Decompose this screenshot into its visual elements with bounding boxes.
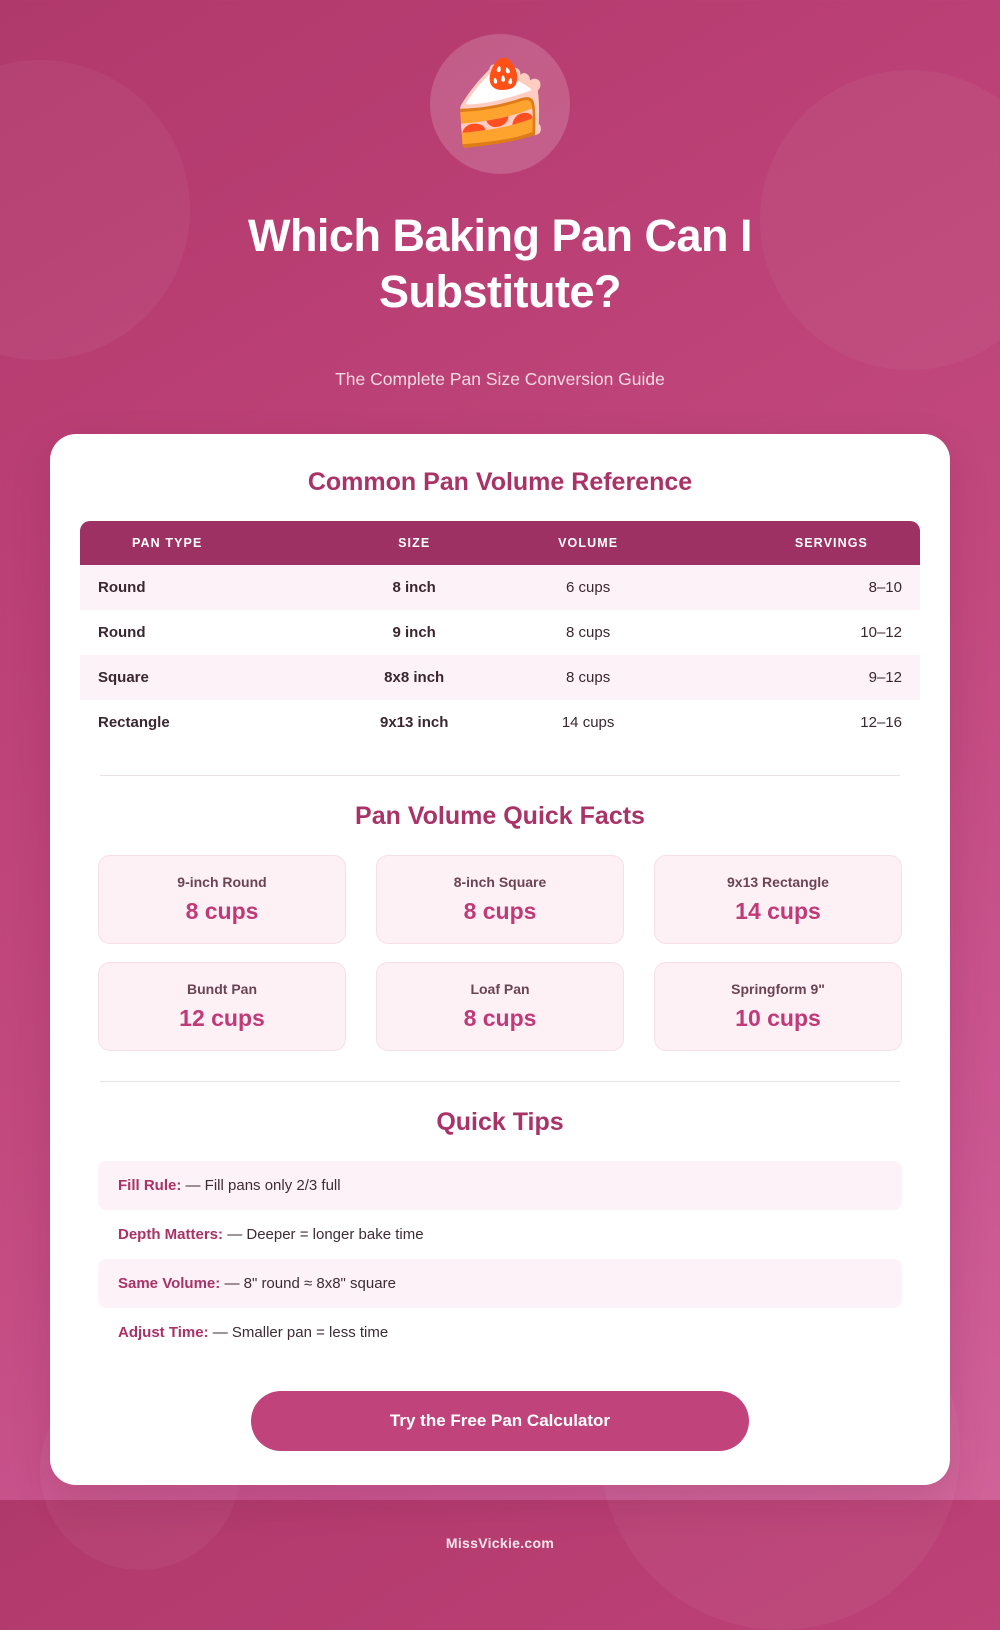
cell-volume: 6 cups	[566, 578, 611, 596]
cell-size: 8x8 inch	[384, 668, 445, 686]
cell-servings: 12–16	[860, 713, 902, 731]
table-row	[80, 700, 920, 745]
fact-label: Springform 9"	[731, 980, 825, 997]
fact-label: 9-inch Round	[177, 873, 267, 890]
fact-card	[654, 962, 902, 1051]
fact-card	[654, 855, 902, 944]
fact-value: 10 cups	[735, 1004, 821, 1031]
tips-section-title: Quick Tips	[436, 1107, 564, 1136]
column-header-size: SIZE	[324, 521, 505, 565]
fact-card	[98, 855, 346, 944]
fact-value: 8 cups	[463, 897, 537, 924]
facts-section-title: Pan Volume Quick Facts	[355, 801, 645, 830]
fact-value: 12 cups	[179, 1004, 265, 1031]
cell-pan-type: Rectangle	[98, 713, 170, 731]
tip-label: Same Volume:	[118, 1274, 221, 1292]
cell-servings: 8–10	[868, 578, 902, 596]
fact-label: Loaf Pan	[470, 980, 530, 997]
fact-value: 14 cups	[735, 897, 821, 924]
cta-container	[80, 1391, 920, 1451]
fact-value: 8 cups	[463, 1004, 537, 1031]
table-row	[80, 655, 920, 700]
facts-grid	[80, 855, 920, 1051]
tip-text: — 8" round ≈ 8x8" square	[224, 1274, 396, 1292]
cell-servings: 9–12	[868, 668, 902, 686]
tip-row	[98, 1161, 902, 1210]
cell-pan-type: Round	[98, 578, 146, 596]
pan-volume-table	[80, 521, 920, 745]
tip-text: — Deeper = longer bake time	[227, 1225, 424, 1243]
fact-value: 8 cups	[185, 897, 259, 924]
fact-card	[376, 962, 624, 1051]
cell-volume: 14 cups	[561, 713, 615, 731]
tip-row	[98, 1259, 902, 1308]
tip-label: Depth Matters:	[118, 1225, 224, 1243]
tip-row	[98, 1308, 902, 1357]
page-subtitle: The Complete Pan Size Conversion Guide	[335, 368, 665, 389]
tip-text: — Fill pans only 2/3 full	[185, 1176, 341, 1194]
content-card	[50, 434, 950, 1485]
pan-calculator-button[interactable]: Try the Free Pan Calculator	[251, 1391, 749, 1451]
column-header-servings: SERVINGS	[671, 521, 920, 565]
table-header-row	[80, 521, 920, 565]
cell-pan-type: Square	[98, 668, 149, 686]
tip-label: Adjust Time:	[118, 1323, 209, 1341]
fact-card	[98, 962, 346, 1051]
logo-badge	[430, 34, 570, 174]
tips-list	[80, 1161, 920, 1357]
layered-cake-slice-icon: 🍰	[448, 58, 552, 149]
column-header-pan-type: PAN TYPE	[80, 521, 324, 565]
table-section-title: Common Pan Volume Reference	[307, 467, 693, 496]
fact-card	[376, 855, 624, 944]
column-header-volume: VOLUME	[505, 521, 672, 565]
footer-brand: MissVickie.com	[445, 1534, 555, 1551]
cell-volume: 8 cups	[566, 623, 611, 641]
cell-size: 8 inch	[392, 578, 436, 596]
fact-label: 8-inch Square	[453, 873, 547, 890]
divider	[100, 775, 900, 776]
page-title: Which Baking Pan Can I Substitute?	[247, 210, 753, 318]
cell-size: 9 inch	[392, 623, 436, 641]
cell-volume: 8 cups	[566, 668, 611, 686]
tip-label: Fill Rule:	[118, 1176, 182, 1194]
table-row	[80, 610, 920, 655]
cell-servings: 10–12	[860, 623, 902, 641]
tip-text: — Smaller pan = less time	[212, 1323, 389, 1341]
fact-label: Bundt Pan	[187, 980, 257, 997]
header	[0, 0, 1000, 390]
tip-row	[98, 1210, 902, 1259]
table-row	[80, 565, 920, 610]
cell-pan-type: Round	[98, 623, 146, 641]
divider	[100, 1081, 900, 1082]
fact-label: 9x13 Rectangle	[727, 873, 829, 890]
cell-size: 9x13 inch	[380, 713, 449, 731]
